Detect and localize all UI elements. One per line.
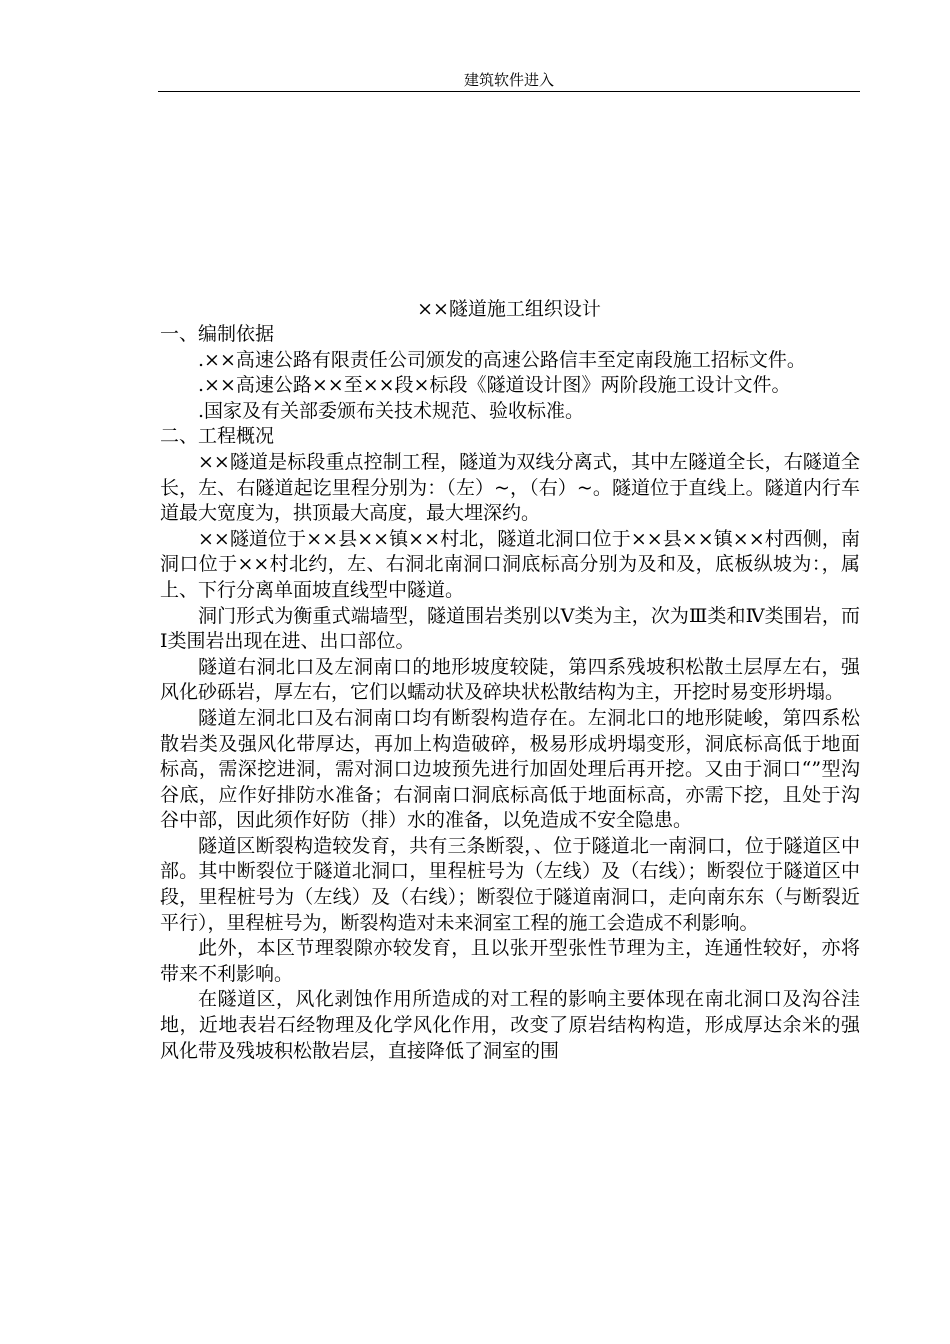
basis-item: .国家及有关部委颁布关技术规范、验收标准。 xyxy=(198,399,585,422)
section-heading-basis: 一、编制依据 xyxy=(160,323,275,345)
overview-paragraph: ××隧道位于××县××镇××村北，隧道北洞口位于××县××镇××村西侧，南洞口位于××村北约，左、右洞北南洞口洞底标高分别为及和及，底板纵坡为：，属上、下行分离单面坡直线型中隧道。 xyxy=(160,527,860,601)
overview-paragraph: 隧道左洞北口及右洞南口均有断裂构造存在。左洞北口的地形陡峻，第四系松散岩类及强风化带厚达，再加上构造破碎，极易形成坍塌变形，洞底标高低于地面标高，需深挖进洞，需对洞口边坡预先进行加固处理后再开挖。又由于洞口“”型沟谷底，应作好排防水准备；右洞南口洞底标高低于地面标高，亦需下挖，且处于沟谷中部，因此须作好防（排）水的准备，以免造成不安全隐患。 xyxy=(160,706,860,832)
document-body xyxy=(160,322,860,1064)
overview-paragraph: 在隧道区，风化剥蚀作用所造成的对工程的影响主要体现在南北洞口及沟谷洼地，近地表岩石经物理及化学风化作用，改变了原岩结构构造，形成厚达余米的强风化带及残坡积松散岩层，直接降低了洞室的围 xyxy=(160,988,860,1062)
header-rule xyxy=(158,91,860,92)
document-title: ××隧道施工组织设计 xyxy=(417,298,601,320)
overview-paragraph: 隧道右洞北口及左洞南口的地形坡度较陡，第四系残坡积松散土层厚左右，强风化砂砾岩，厚左右，它们以蠕动状及碎块状松散结构为主，开挖时易变形坍塌。 xyxy=(160,655,860,704)
overview-paragraph: ××隧道是标段重点控制工程，隧道为双线分离式，其中左隧道全长，右隧道全长，左、右隧道起讫里程分别为：（左）~，（右）~。隧道位于直线上。隧道内行车道最大宽度为，拱顶最大高度，最大埋深约。 xyxy=(160,450,860,525)
basis-item: .××高速公路××至××段×标段《隧道设计图》两阶段施工设计文件。 xyxy=(198,374,791,397)
section-heading-overview: 二、工程概况 xyxy=(160,425,275,448)
overview-paragraph: 此外，本区节理裂隙亦较发育，且以张开型张性节理为主，连通性较好，亦将带来不利影响。 xyxy=(160,937,860,985)
overview-paragraph: 洞门形式为衡重式端墙型，隧道围岩类别以Ⅴ类为主，次为Ⅲ类和Ⅳ类围岩，而Ⅰ类围岩出现在进、出口部位。 xyxy=(160,604,860,653)
basis-item: .××高速公路有限责任公司颁发的高速公路信丰至定南段施工招标文件。 xyxy=(198,348,806,371)
page-header: 建筑软件进入 xyxy=(463,71,554,89)
overview-paragraph: 隧道区断裂构造较发育，共有三条断裂，、位于隧道北一南洞口，位于隧道区中部。其中断裂位于隧道北洞口，里程桩号为（左线）及（右线）；断裂位于隧道区中段，里程桩号为（左线）及（右线）；断裂位于隧道南洞口，走向南东东（与断裂近平行），里程桩号为，断裂构造对未来洞室工程的施工会造成不利影响。 xyxy=(160,834,860,934)
